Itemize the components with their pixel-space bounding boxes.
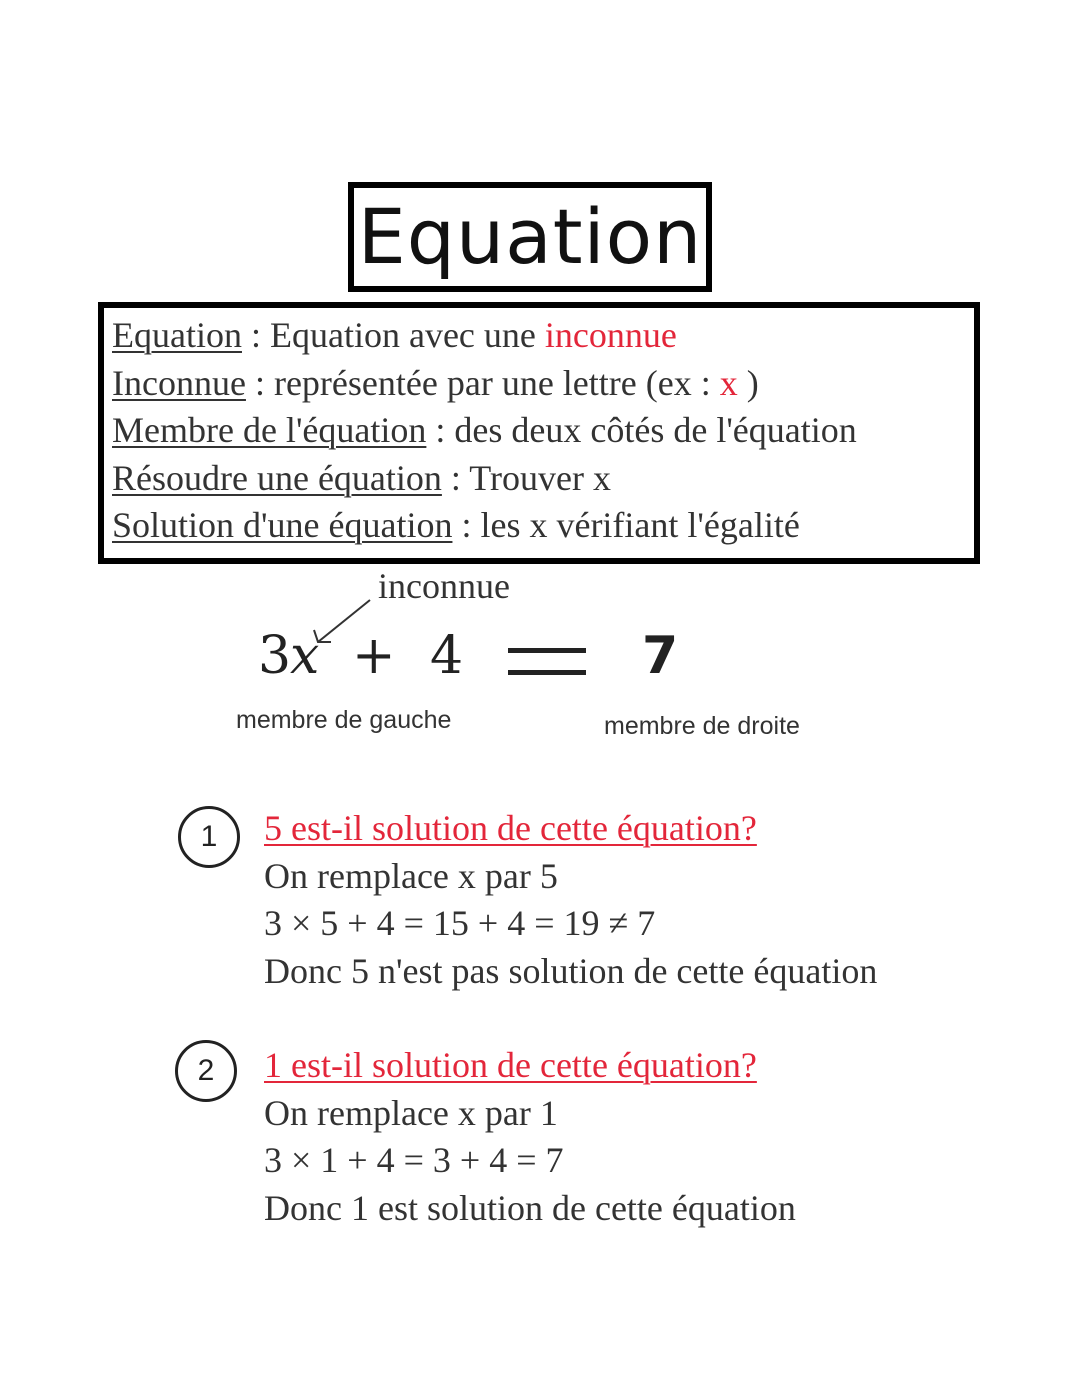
right-member-label: membre de droite: [604, 712, 800, 740]
equation-right-side: 7: [642, 626, 679, 686]
title-box: [348, 182, 712, 292]
definition-highlight: inconnue: [544, 315, 677, 355]
definition-text: Trouver x: [469, 457, 611, 498]
definition-text: les x vérifiant l'égalité: [480, 505, 800, 545]
example-block: [264, 1042, 796, 1232]
definition-highlight: x: [719, 362, 738, 403]
definition-line: [112, 502, 974, 550]
definition-separator: :: [426, 410, 455, 450]
example-number: 1: [200, 820, 218, 853]
unknown-label: inconnue: [378, 566, 510, 606]
definition-separator: :: [452, 505, 481, 545]
definition-separator: :: [245, 362, 274, 403]
example-calculation: 3 × 5 + 4 = 15 + 4 = 19 ≠ 7: [264, 903, 656, 943]
definition-line: [112, 312, 974, 360]
example-conclusion: Donc 5 n'est pas solution de cette équation: [264, 950, 878, 991]
definition-term: Résoudre une équation: [112, 457, 442, 498]
definition-line: [112, 407, 974, 455]
definition-text: représentée par une lettre (ex :: [273, 362, 720, 403]
definition-after: ): [737, 362, 759, 403]
example-question: 5 est-il solution de cette équation?: [264, 808, 757, 848]
page-title: Equation: [357, 192, 703, 281]
equation-plus: +: [352, 626, 396, 686]
equals-sign-icon: [508, 648, 586, 692]
definition-text: Equation avec une: [270, 315, 545, 355]
example-number-badge: [178, 806, 240, 868]
definition-term: Inconnue: [112, 362, 246, 403]
definition-line: [112, 360, 974, 408]
example-calculation: 3 × 1 + 4 = 3 + 4 = 7: [264, 1140, 564, 1180]
example-block: [264, 805, 877, 995]
definition-line: [112, 455, 974, 503]
definition-text: des deux côtés de l'équation: [454, 410, 857, 450]
example-step: On remplace x par 5: [264, 855, 558, 896]
example-conclusion: Donc 1 est solution de cette équation: [264, 1187, 796, 1228]
definition-separator: :: [241, 315, 270, 355]
example-step: On remplace x par 1: [264, 1092, 558, 1133]
definition-term: Solution d'une équation: [112, 505, 453, 545]
definition-term: Membre de l'équation: [112, 410, 427, 450]
equation-coefficient: 3: [258, 626, 292, 686]
example-number: 2: [197, 1054, 215, 1087]
equation-constant: 4: [430, 626, 464, 686]
example-question: 1 est-il solution de cette équation?: [264, 1045, 757, 1085]
left-member-label: membre de gauche: [236, 706, 452, 734]
equation-variable: x: [290, 626, 320, 686]
definition-term: Equation: [112, 315, 242, 355]
definition-separator: :: [441, 457, 470, 498]
definitions-box: [98, 302, 980, 564]
example-number-badge: [175, 1040, 237, 1102]
